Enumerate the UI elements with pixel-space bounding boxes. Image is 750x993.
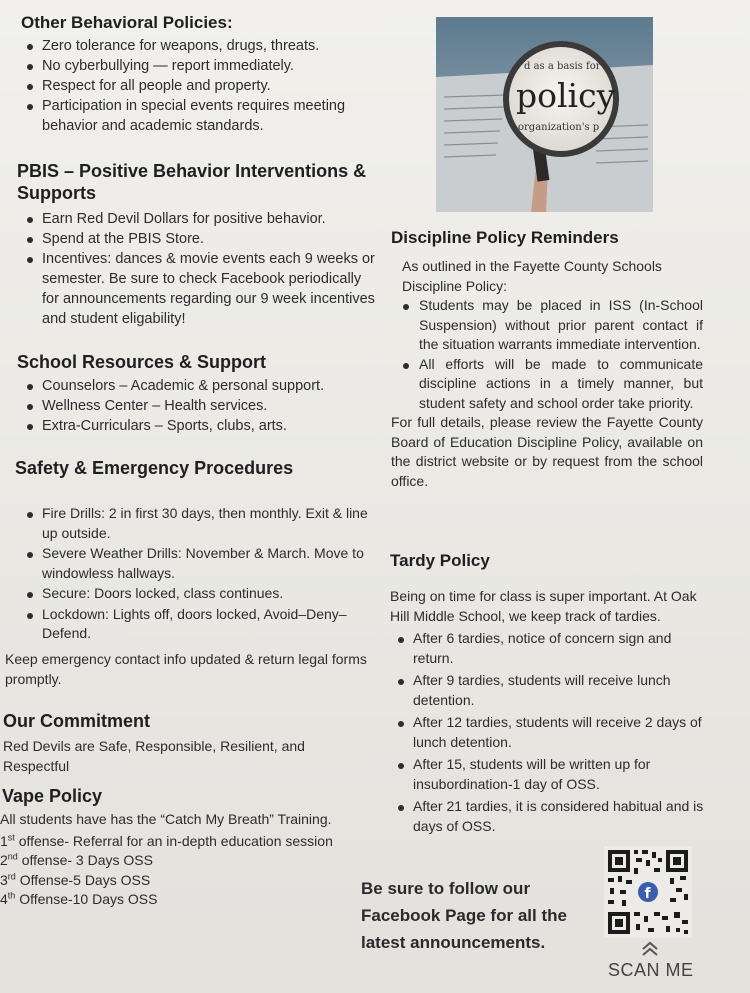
vape-section — [0, 786, 340, 910]
discipline-title: Discipline Policy Reminders — [391, 228, 619, 247]
pbis-list — [21, 209, 377, 329]
offense-line — [0, 871, 340, 891]
list-item: Incentives: dances & movie events each 9 weeks or semester. Be sure to check Facebook periodically for announcements regarding our 9 week incentives and student eligability! — [21, 249, 377, 329]
behavioral-section — [21, 13, 391, 136]
list-item: Lockdown: Lights off, doors locked, Avoid–Deny–Defend. — [21, 605, 375, 644]
list-item: After 21 tardies, it is considered habitual and is days of OSS. — [392, 797, 710, 836]
tardy-section — [390, 551, 710, 836]
list-item: Counselors – Academic & personal support. — [21, 376, 387, 396]
safety-title: Safety & Emergency Procedures — [15, 458, 294, 478]
list-item: All efforts will be made to communicate discipline actions in a timely manner, but student safety and school order take priority. — [397, 355, 703, 414]
list-item: Extra-Curriculars – Sports, clubs, arts. — [21, 416, 387, 436]
commitment-title: Our Commitment — [3, 711, 151, 731]
behavioral-list — [21, 36, 391, 136]
offense-number: 4 — [0, 891, 8, 907]
image-text-bottom: organization's p — [518, 122, 600, 133]
list-item: Spend at the PBIS Store. — [21, 229, 377, 249]
list-item: After 6 tardies, notice of concern sign and return. — [392, 629, 710, 668]
policy-magnifier-image — [436, 17, 653, 212]
offense-line — [0, 851, 340, 871]
pbis-section — [17, 160, 377, 329]
commitment-text: Red Devils are Safe, Responsible, Resilient, and Respectful — [3, 738, 305, 774]
list-item: Earn Red Devil Dollars for positive behavior. — [21, 209, 377, 229]
offense-number: 1 — [0, 832, 8, 849]
vape-offenses — [0, 832, 340, 910]
offense-text: offense- Referral for an in-depth education session — [18, 832, 333, 849]
offense-suffix: rd — [7, 870, 16, 881]
list-item: Secure: Doors locked, class continues. — [21, 584, 375, 604]
list-item: Severe Weather Drills: November & March. Move to windowless hallways. — [21, 544, 375, 583]
offense-line — [0, 832, 340, 852]
list-item: After 9 tardies, students will receive lunch detention. — [392, 671, 710, 710]
vape-title: Vape Policy — [2, 786, 103, 806]
resources-list — [21, 376, 387, 436]
facebook-follow-text: Be sure to follow our Facebook Page for all the latest announcements. — [361, 879, 567, 952]
list-item: Wellness Center – Health services. — [21, 396, 387, 416]
discipline-intro: As outlined in the Fayette County Schools Discipline Policy: — [402, 258, 662, 294]
offense-text: Offense-10 Days OSS — [19, 891, 158, 907]
list-item: No cyberbullying — report immediately. — [21, 56, 391, 76]
pbis-title: PBIS – Positive Behavior Interventions & Supports — [17, 161, 367, 203]
tardy-list — [392, 629, 710, 836]
resources-title: School Resources & Support — [17, 352, 267, 372]
vape-intro: All students have has the “Catch My Breath” Training. — [0, 811, 332, 827]
commitment-section — [3, 711, 343, 776]
offense-line — [0, 890, 340, 910]
discipline-list — [397, 296, 703, 413]
scan-me-label: SCAN ME — [608, 960, 694, 980]
list-item: Fire Drills: 2 in first 30 days, then monthly. Exit & line up outside. — [21, 504, 375, 543]
image-text-policy: policy — [516, 76, 616, 115]
tardy-title: Tardy Policy — [390, 551, 490, 570]
chevron-up-icon — [640, 940, 660, 958]
list-item: Participation in special events requires meeting behavior and academic standards. — [21, 96, 391, 136]
offense-number: 3 — [0, 871, 8, 888]
svg-text:f: f — [644, 886, 651, 902]
offense-number: 2 — [0, 852, 8, 868]
offense-text: Offense-5 Days OSS — [19, 871, 151, 888]
discipline-footer: For full details, please review the Fayette County Board of Education Discipline Policy, available on the district website or by request from the school office. — [391, 414, 703, 489]
offense-suffix: th — [7, 890, 16, 901]
facebook-qr-code[interactable] — [604, 846, 692, 938]
list-item: After 15, students will be written up for insubordination-1 day of OSS. — [392, 755, 710, 794]
tardy-intro: Being on time for class is super important. At Oak Hill Middle School, we keep track of tardies. — [390, 588, 697, 624]
list-item: Zero tolerance for weapons, drugs, threats. — [21, 36, 391, 56]
list-item: After 12 tardies, students will receive 2 days of lunch detention. — [392, 713, 710, 752]
offense-suffix: nd — [7, 851, 18, 862]
image-text-top: d as a basis for — [524, 61, 601, 72]
safety-list — [21, 504, 375, 644]
list-item: Students may be placed in ISS (In-School Suspension) without prior parent contact if the situation warrants immediate intervention. — [397, 296, 703, 355]
offense-suffix: st — [7, 831, 15, 842]
offense-text: offense- 3 Days OSS — [21, 852, 153, 868]
resources-section — [17, 352, 387, 436]
safety-section — [15, 458, 375, 644]
list-item: Respect for all people and property. — [21, 76, 391, 96]
discipline-section — [391, 228, 703, 491]
behavioral-title: Other Behavioral Policies: — [21, 13, 233, 32]
safety-note: Keep emergency contact info updated & return legal forms promptly. — [5, 651, 367, 687]
